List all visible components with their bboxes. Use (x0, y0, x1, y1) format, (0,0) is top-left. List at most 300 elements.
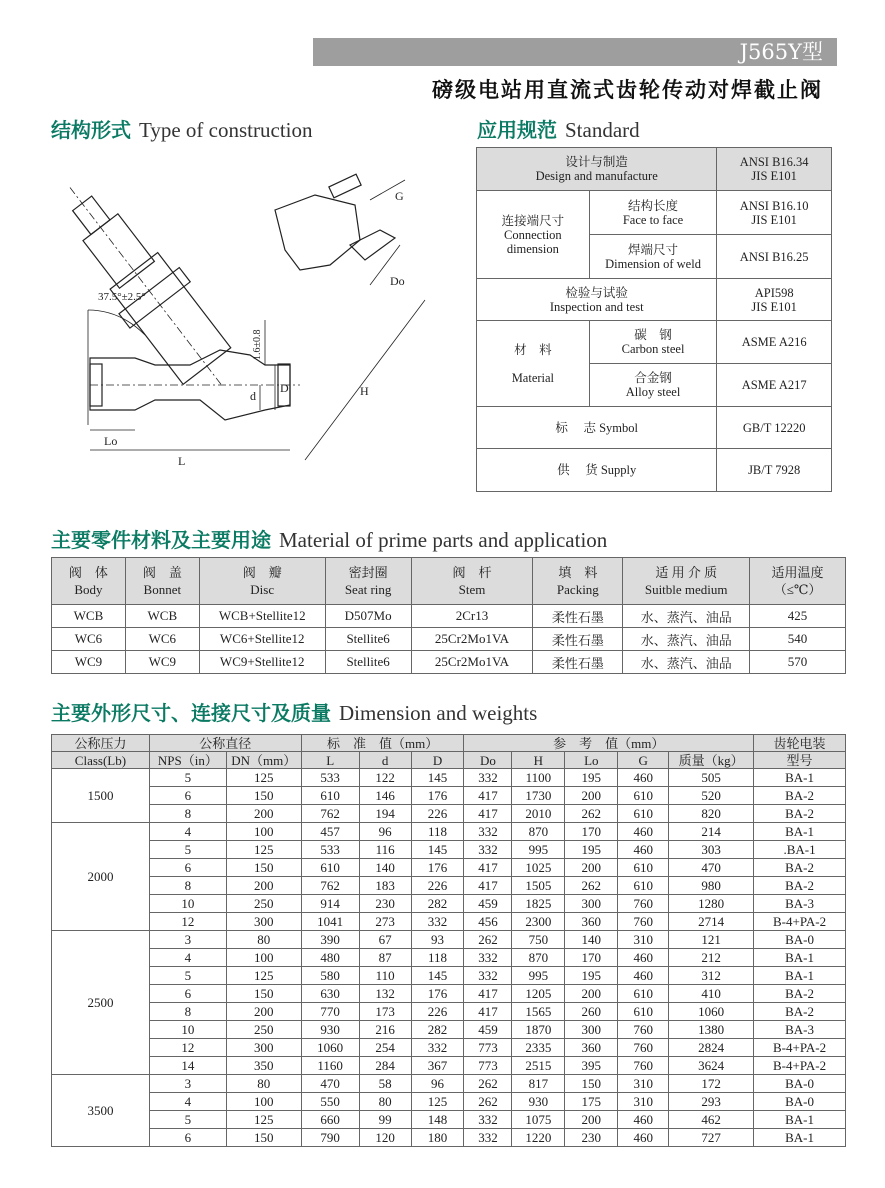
dimensions-cell: 995 (512, 841, 565, 859)
std-supply-label: 供 货 Supply (477, 449, 717, 492)
std-carbon-en: Carbon steel (621, 342, 685, 356)
dimensions-cell: 312 (669, 967, 754, 985)
materials-cell: WC6 (52, 628, 126, 651)
materials-header-en: Stem (458, 582, 486, 597)
std-design-cn: 设计与制造 (565, 155, 628, 169)
valve-body-shape (90, 350, 300, 420)
dimensions-cell: 1205 (512, 985, 565, 1003)
dimensions-cell: 194 (359, 805, 411, 823)
materials-row (52, 628, 846, 651)
dimensions-row (52, 1129, 846, 1147)
dimensions-cell: 125 (226, 967, 301, 985)
dim-head-gear-2: 型号 (754, 752, 846, 769)
std-insp-val2: JIS E101 (751, 299, 797, 314)
dimensions-cell: 360 (565, 1039, 618, 1057)
dimensions-cell: 462 (669, 1111, 754, 1129)
dimensions-cell: 1220 (512, 1129, 565, 1147)
dimensions-cell: 417 (464, 985, 512, 1003)
dimensions-row (52, 841, 846, 859)
std-carbon-cn: 碳 钢 (634, 328, 672, 342)
dimensions-cell: 195 (565, 967, 618, 985)
dimensions-header-row-1 (52, 735, 846, 752)
dimensions-cell: 1870 (512, 1021, 565, 1039)
dimensions-cell: 460 (618, 769, 669, 787)
std-carbon-value: ASME A216 (717, 321, 832, 364)
std-row-carbon (477, 321, 832, 364)
dimensions-cell: 8 (149, 877, 226, 895)
dimensions-cell: 930 (301, 1021, 359, 1039)
dimensions-cell: 8 (149, 1003, 226, 1021)
dimensions-row (52, 859, 846, 877)
dimensions-cell: 332 (464, 949, 512, 967)
materials-header-en: （≤℃） (773, 582, 822, 597)
dim-subhead-cell: NPS（in） (149, 752, 226, 769)
dimensions-cell: 12 (149, 1039, 226, 1057)
materials-body (52, 605, 846, 674)
std-conn-cn: 连接端尺寸 (501, 213, 565, 228)
gearbox-shape (275, 174, 395, 270)
materials-cell: 2Cr13 (411, 605, 533, 628)
dimensions-cell: BA-3 (754, 1021, 846, 1039)
std-face-value (717, 191, 832, 235)
std-insp-cn: 检验与试验 (565, 285, 628, 300)
materials-header-cell (52, 558, 126, 605)
construction-heading (51, 114, 313, 143)
std-symbol-label: 标 志 Symbol (477, 407, 717, 449)
dimensions-cell: 4 (149, 949, 226, 967)
dim-head-standard: 标 准 值（mm） (301, 735, 464, 752)
dimensions-cell: 5 (149, 841, 226, 859)
dimensions-cell: BA-0 (754, 1075, 846, 1093)
dimensions-cell: 10 (149, 1021, 226, 1039)
std-weld-en: Dimension of weld (605, 256, 701, 271)
dimensions-cell: 460 (618, 967, 669, 985)
standard-table (476, 147, 832, 492)
std-symbol-value: GB/T 12220 (717, 407, 832, 449)
dimensions-cell: 760 (618, 1057, 669, 1075)
dimensions-cell: 750 (512, 931, 565, 949)
pressure-class-cell: 1500 (52, 769, 150, 823)
dim-subhead-cell: L (301, 752, 359, 769)
dimensions-body (52, 769, 846, 1147)
materials-header-en: Body (74, 582, 103, 597)
dimensions-cell: 459 (464, 1021, 512, 1039)
dimensions-cell: 303 (669, 841, 754, 859)
materials-cell: 柔性石墨 (533, 628, 623, 651)
dimensions-table (51, 734, 846, 1147)
dim-subhead-cell: d (359, 752, 411, 769)
materials-header-cell (325, 558, 411, 605)
dimensions-cell: 332 (464, 1129, 512, 1147)
dimensions-cell: 417 (464, 787, 512, 805)
std-design-en: Design and manufacture (535, 169, 658, 183)
dimensions-cell: 533 (301, 769, 359, 787)
dimensions-cell: 533 (301, 841, 359, 859)
dimensions-cell: 216 (359, 1021, 411, 1039)
dimensions-cell: 3 (149, 1075, 226, 1093)
materials-cell: 柔性石墨 (533, 651, 623, 674)
dimensions-cell: 367 (411, 1057, 464, 1075)
dimensions-cell: 390 (301, 931, 359, 949)
valve-construction-drawing (60, 160, 470, 480)
dimensions-row (52, 787, 846, 805)
dimensions-cell: 214 (669, 823, 754, 841)
dimensions-cell: 300 (226, 1039, 301, 1057)
dimensions-cell: 293 (669, 1093, 754, 1111)
pressure-class-cell: 2000 (52, 823, 150, 931)
std-face-cn: 结构长度 (628, 198, 679, 213)
dimensions-cell: 176 (411, 985, 464, 1003)
dimensions-cell: 770 (301, 1003, 359, 1021)
std-weld-cell (589, 235, 717, 279)
dimensions-cell: 96 (411, 1075, 464, 1093)
std-face-en: Face to face (622, 212, 684, 227)
dimensions-cell: 6 (149, 985, 226, 1003)
dimensions-cell: 200 (226, 877, 301, 895)
dimensions-cell: 3624 (669, 1057, 754, 1075)
dimensions-heading-en: Dimension and weights (339, 701, 538, 725)
dimensions-cell: 460 (618, 823, 669, 841)
dimensions-cell: B-4+PA-2 (754, 1057, 846, 1075)
dimensions-cell: 3 (149, 931, 226, 949)
std-alloy-cn: 合金钢 (634, 371, 672, 385)
dimensions-cell: 170 (565, 823, 618, 841)
materials-header-cell (411, 558, 533, 605)
dimensions-cell: 282 (411, 1021, 464, 1039)
dimensions-cell: 6 (149, 859, 226, 877)
dimensions-cell: 580 (301, 967, 359, 985)
dim-head-gear-1: 齿轮电装 (754, 735, 846, 752)
std-design-cell (477, 148, 717, 191)
dimensions-cell: 760 (618, 895, 669, 913)
dimensions-cell: 995 (512, 967, 565, 985)
dimensions-cell: BA-2 (754, 1003, 846, 1021)
dimensions-cell: 417 (464, 859, 512, 877)
std-insp-value (717, 279, 832, 321)
dim-head-nominal: 公称直径 (149, 735, 301, 752)
std-design-val2: JIS E101 (751, 169, 797, 183)
materials-cell: WC9 (52, 651, 126, 674)
dimensions-cell: 456 (464, 913, 512, 931)
materials-cell: 水、蒸汽、油品 (623, 605, 750, 628)
dimensions-cell: BA-2 (754, 877, 846, 895)
dimensions-cell: 99 (359, 1111, 411, 1129)
materials-cell: D507Mo (325, 605, 411, 628)
valve-bonnet-shape (60, 164, 252, 409)
dimensions-cell: 300 (226, 913, 301, 931)
dimensions-cell: 610 (301, 859, 359, 877)
std-row-symbol (477, 407, 832, 449)
dimensions-cell: 58 (359, 1075, 411, 1093)
dimensions-row (52, 1039, 846, 1057)
dimensions-row (52, 1057, 846, 1075)
dimensions-cell: 262 (565, 877, 618, 895)
dimensions-cell: BA-2 (754, 787, 846, 805)
materials-row (52, 605, 846, 628)
dimensions-cell: 226 (411, 805, 464, 823)
dimensions-cell: 262 (464, 1075, 512, 1093)
dimensions-cell: BA-0 (754, 1093, 846, 1111)
std-face-val1: ANSI B16.10 (739, 198, 809, 213)
materials-header-en: Disc (250, 582, 275, 597)
materials-cell: Stellite6 (325, 651, 411, 674)
dimensions-cell: 610 (618, 985, 669, 1003)
dimensions-heading-cn: 主要外形尺寸、连接尺寸及质量 (51, 701, 331, 725)
dimensions-cell: 610 (618, 787, 669, 805)
dimensions-cell: 610 (618, 1003, 669, 1021)
std-face-val2: JIS E101 (751, 212, 797, 227)
dimensions-cell: 150 (226, 1129, 301, 1147)
dimensions-cell: 284 (359, 1057, 411, 1075)
std-material-cn: 材 料 (514, 342, 552, 357)
dimensions-cell: 93 (411, 931, 464, 949)
dimensions-cell: 200 (565, 859, 618, 877)
materials-cell: WC9 (125, 651, 199, 674)
dimensions-cell: 762 (301, 805, 359, 823)
dimensions-cell: 200 (565, 1111, 618, 1129)
dimensions-cell: 145 (411, 967, 464, 985)
dimensions-row (52, 1003, 846, 1021)
dimensions-row (52, 931, 846, 949)
dimensions-cell: 332 (464, 1111, 512, 1129)
materials-header-cn: 阀 杆 (452, 565, 492, 580)
dimensions-cell: 118 (411, 823, 464, 841)
dimensions-row (52, 1021, 846, 1039)
materials-header-en: Bonnet (143, 582, 182, 597)
angle-label: 37.5°±2.5° (98, 291, 146, 303)
materials-header-cn: 阀 盖 (142, 565, 182, 580)
dimensions-cell: 195 (565, 841, 618, 859)
dimensions-cell: 6 (149, 1129, 226, 1147)
materials-table (51, 557, 846, 674)
materials-cell: 425 (750, 605, 846, 628)
dimensions-row (52, 769, 846, 787)
page-title: 磅级电站用直流式齿轮传动对焊截止阀 (432, 78, 823, 102)
dimensions-cell: 200 (565, 787, 618, 805)
dimensions-cell: 150 (226, 985, 301, 1003)
dimensions-cell: 505 (669, 769, 754, 787)
materials-cell: 570 (750, 651, 846, 674)
dimensions-cell: 87 (359, 949, 411, 967)
dimensions-cell: 417 (464, 805, 512, 823)
materials-header-cn: 阀 体 (68, 565, 108, 580)
dimensions-cell: 417 (464, 877, 512, 895)
dimensions-cell: 310 (618, 1093, 669, 1111)
std-material-cell (477, 321, 590, 407)
dimensions-cell: 410 (669, 985, 754, 1003)
dimensions-cell: 1100 (512, 769, 565, 787)
materials-cell: 25Cr2Mo1VA (411, 651, 533, 674)
construction-heading-cn: 结构形式 (51, 118, 131, 142)
dimensions-cell: 332 (464, 823, 512, 841)
materials-cell: WC6+Stellite12 (199, 628, 325, 651)
materials-cell: 柔性石墨 (533, 605, 623, 628)
dimensions-cell: 125 (226, 769, 301, 787)
dimensions-cell: 175 (565, 1093, 618, 1111)
std-face-cell (589, 191, 717, 235)
dimensions-cell: 520 (669, 787, 754, 805)
dimensions-cell: 195 (565, 769, 618, 787)
std-row-supply (477, 449, 832, 492)
dim-label-g: G (395, 189, 404, 203)
dimensions-cell: 332 (411, 1039, 464, 1057)
dimensions-row (52, 805, 846, 823)
dimensions-cell: 120 (359, 1129, 411, 1147)
dimensions-row (52, 985, 846, 1003)
dimensions-cell: 610 (618, 877, 669, 895)
dimensions-cell: 773 (464, 1039, 512, 1057)
dimensions-cell: 260 (565, 1003, 618, 1021)
dim-head-class-cn: 公称压力 (52, 735, 150, 752)
materials-cell: 25Cr2Mo1VA (411, 628, 533, 651)
materials-heading (51, 524, 607, 553)
dimensions-cell: BA-1 (754, 769, 846, 787)
dimensions-cell: 118 (411, 949, 464, 967)
dimensions-cell: 150 (226, 787, 301, 805)
dimensions-cell: 250 (226, 895, 301, 913)
dimensions-cell: 870 (512, 949, 565, 967)
dimensions-cell: 350 (226, 1057, 301, 1075)
dimensions-cell: 760 (618, 1021, 669, 1039)
dim-label-h: H (360, 384, 369, 398)
dimensions-cell: 183 (359, 877, 411, 895)
materials-cell: 水、蒸汽、油品 (623, 628, 750, 651)
dimensions-cell: 1075 (512, 1111, 565, 1129)
dimensions-cell: 332 (464, 841, 512, 859)
dimensions-cell: 100 (226, 949, 301, 967)
dimensions-heading (51, 697, 537, 726)
dimensions-cell: 4 (149, 823, 226, 841)
dimensions-cell: 14 (149, 1057, 226, 1075)
dimensions-cell: 176 (411, 787, 464, 805)
materials-header-cn: 阀 瓣 (242, 565, 282, 580)
dim-label-tolerance: 1.6±0.8 (252, 329, 263, 360)
materials-cell: WC9+Stellite12 (199, 651, 325, 674)
dimensions-cell: 100 (226, 823, 301, 841)
dimensions-cell: 170 (565, 949, 618, 967)
dimensions-cell: 140 (359, 859, 411, 877)
dim-label-d-small: d (250, 389, 256, 403)
dimensions-cell: 125 (226, 841, 301, 859)
dimensions-cell: 2824 (669, 1039, 754, 1057)
dimensions-cell: 1025 (512, 859, 565, 877)
dimensions-cell: 470 (669, 859, 754, 877)
std-material-en: Material (511, 370, 555, 385)
std-design-value (717, 148, 832, 191)
dimensions-cell: 2010 (512, 805, 565, 823)
dimensions-cell: 790 (301, 1129, 359, 1147)
dim-subhead-cell: 质量（kg） (669, 752, 754, 769)
dimensions-cell: 2515 (512, 1057, 565, 1075)
dimensions-cell: 870 (512, 823, 565, 841)
std-insp-cell (477, 279, 717, 321)
materials-header-cn: 密封圈 (348, 565, 388, 580)
dimensions-cell: 176 (411, 859, 464, 877)
dimensions-cell: 1280 (669, 895, 754, 913)
std-alloy-en: Alloy steel (625, 385, 681, 399)
dimensions-cell: 1380 (669, 1021, 754, 1039)
dimensions-cell: BA-0 (754, 931, 846, 949)
materials-cell: WCB (52, 605, 126, 628)
dimensions-cell: 630 (301, 985, 359, 1003)
dimensions-cell: 660 (301, 1111, 359, 1129)
materials-header-en: Seat ring (344, 582, 392, 597)
materials-heading-en: Material of prime parts and application (279, 528, 608, 552)
materials-header-cell (125, 558, 199, 605)
materials-header-en: Suitble medium (644, 582, 728, 597)
materials-header-en: Packing (556, 582, 599, 597)
materials-cell: WC6 (125, 628, 199, 651)
materials-row (52, 651, 846, 674)
dimensions-cell: 140 (565, 931, 618, 949)
dimensions-cell: 146 (359, 787, 411, 805)
dimensions-cell: B-4+PA-2 (754, 1039, 846, 1057)
dimensions-cell: 150 (565, 1075, 618, 1093)
dimensions-cell: 610 (618, 859, 669, 877)
dimensions-cell: 80 (359, 1093, 411, 1111)
dimensions-cell: 96 (359, 823, 411, 841)
dimensions-cell: 1505 (512, 877, 565, 895)
dimensions-cell: 2714 (669, 913, 754, 931)
dim-label-d-large: D (280, 381, 289, 395)
dimensions-cell: 200 (565, 985, 618, 1003)
standard-heading-cn: 应用规范 (477, 118, 557, 142)
dimensions-row (52, 1075, 846, 1093)
dim-subhead-cell: H (512, 752, 565, 769)
materials-header-cn: 填 料 (558, 565, 598, 580)
dimensions-cell: 1565 (512, 1003, 565, 1021)
dimensions-cell: BA-1 (754, 823, 846, 841)
standard-heading-en: Standard (565, 118, 640, 142)
dimensions-cell: 172 (669, 1075, 754, 1093)
dimensions-cell: BA-1 (754, 949, 846, 967)
materials-cell: 540 (750, 628, 846, 651)
dimensions-cell: 395 (565, 1057, 618, 1075)
dimensions-cell: 80 (226, 1075, 301, 1093)
dim-subhead-cell: DN（mm） (226, 752, 301, 769)
dimensions-cell: BA-2 (754, 859, 846, 877)
dimensions-cell: 230 (565, 1129, 618, 1147)
dimensions-cell: 2300 (512, 913, 565, 931)
std-row-inspection (477, 279, 832, 321)
dimensions-cell: 282 (411, 895, 464, 913)
dimensions-cell: 460 (618, 1111, 669, 1129)
dimensions-cell: 262 (565, 805, 618, 823)
dimensions-cell: 226 (411, 877, 464, 895)
dimensions-cell: 150 (226, 859, 301, 877)
materials-cell: WCB (125, 605, 199, 628)
dim-subhead-cell: Lo (565, 752, 618, 769)
dimensions-cell: 116 (359, 841, 411, 859)
dimensions-cell: 250 (226, 1021, 301, 1039)
dimensions-cell: BA-1 (754, 1129, 846, 1147)
dimensions-row (52, 823, 846, 841)
dimensions-cell: 262 (464, 1093, 512, 1111)
dimensions-cell: 980 (669, 877, 754, 895)
dimensions-cell: BA-1 (754, 967, 846, 985)
std-row-face (477, 191, 832, 235)
dimensions-cell: 10 (149, 895, 226, 913)
std-row-design (477, 148, 832, 191)
std-conn-en2: dimension (506, 241, 559, 256)
dimensions-cell: 2335 (512, 1039, 565, 1057)
dimensions-cell: 121 (669, 931, 754, 949)
dimensions-cell: 727 (669, 1129, 754, 1147)
dimensions-cell: 125 (226, 1111, 301, 1129)
dimensions-header-row-2 (52, 752, 846, 769)
dimensions-row (52, 1093, 846, 1111)
dimensions-cell: 310 (618, 931, 669, 949)
